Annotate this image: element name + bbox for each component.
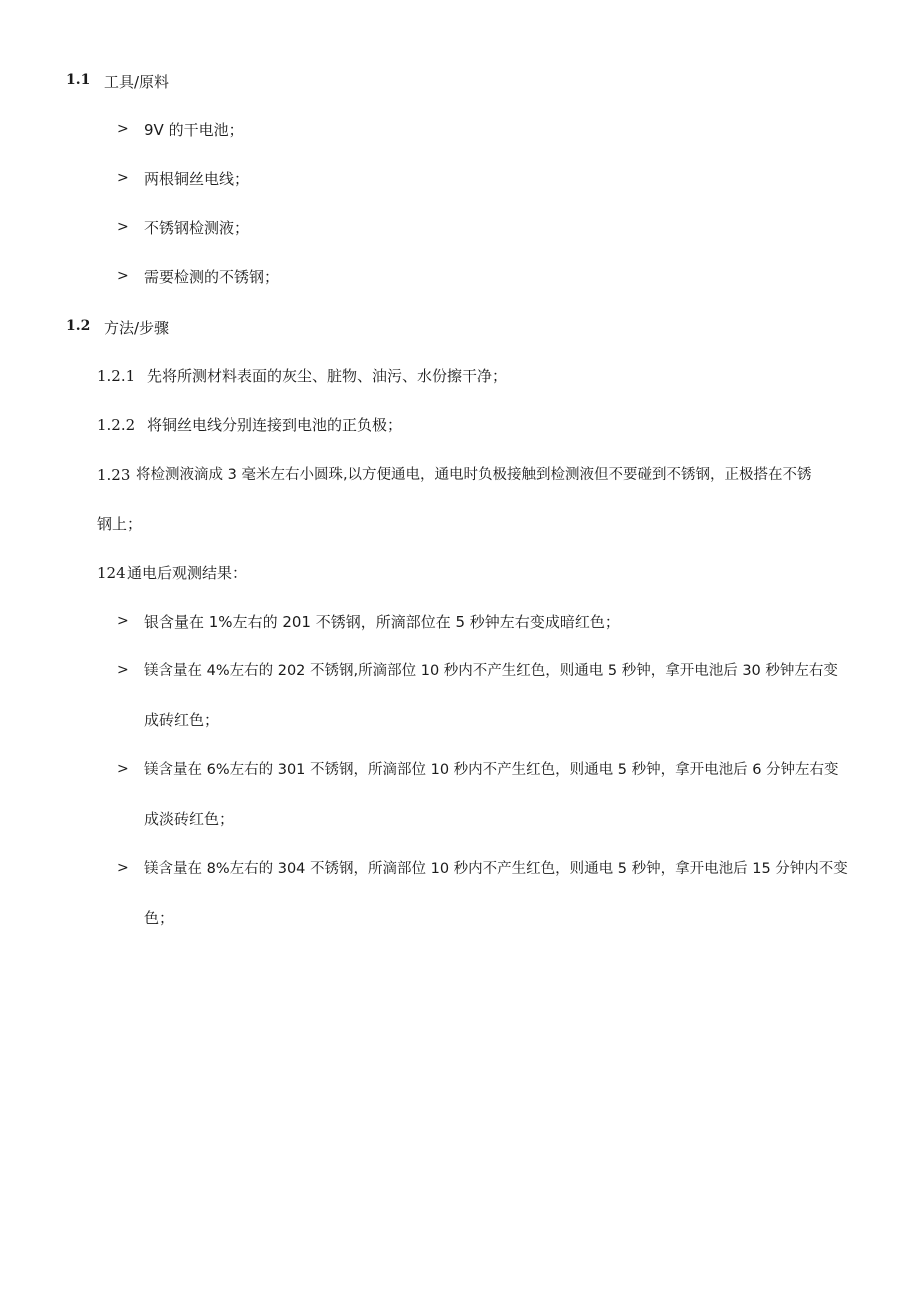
bullet-arrow: > [117, 662, 129, 678]
step-text: 将铜丝电线分别连接到电池的正负极； [147, 416, 403, 434]
step-text: 通电后观测结果： [127, 564, 248, 582]
section-title: 方法/步骤 [104, 319, 170, 337]
result-item: 镁含量在 4%左右的 202 不锈钢,所滴部位 10 秒内不产生红色，则通电 5 秒钟，拿开电池后 30 秒钟左右变 [144, 663, 838, 679]
step-text-continued: 钢上； [97, 515, 143, 533]
section-number: 1.1 [66, 72, 91, 88]
step-label: 1.2.1 [97, 367, 136, 385]
section-title: 工具/原料 [104, 73, 170, 91]
bullet-arrow: > [117, 268, 129, 284]
step-label: 124 [97, 564, 126, 582]
result-item: 银含量在 1%左右的 201 不锈钢，所滴部位在 5 秒钟左右变成暗红色； [144, 613, 620, 631]
result-item: 镁含量在 8%左右的 304 不锈钢，所滴部位 10 秒内不产生红色，则通电 5 秒钟，拿开电池后 15 分钟内不变 [144, 861, 848, 877]
bullet-arrow: > [117, 860, 129, 876]
section-number: 1.2 [66, 318, 91, 334]
result-item-continued: 成淡砖红色； [144, 810, 235, 828]
bullet-arrow: > [117, 219, 129, 235]
step-label: 1.2.2 [97, 416, 136, 434]
list-item: 两根铜丝电线； [144, 170, 250, 188]
list-item: 9V 的干电池； [144, 121, 244, 139]
bullet-arrow: > [117, 613, 129, 629]
bullet-arrow: > [117, 170, 129, 186]
list-item: 需要检测的不锈钢； [144, 268, 280, 286]
list-item: 不锈钢检测液； [144, 219, 250, 237]
bullet-arrow: > [117, 761, 129, 777]
step-text: 先将所测材料表面的灰尘、脏物、油污、水份擦干净； [147, 367, 508, 385]
step-label: 1.23 [97, 466, 131, 484]
result-item-continued: 色； [144, 909, 175, 927]
result-item: 镁含量在 6%左右的 301 不锈钢，所滴部位 10 秒内不产生红色，则通电 5 秒钟，拿开电池后 6 分钟左右变 [144, 762, 839, 778]
bullet-arrow: > [117, 121, 129, 137]
result-item-continued: 成砖红色； [144, 711, 220, 729]
step-text: 将检测液滴成 3 毫米左右小圆珠,以方便通电，通电时负极接触到检测液但不要碰到不锈钢，正极搭在不锈 [136, 467, 812, 483]
